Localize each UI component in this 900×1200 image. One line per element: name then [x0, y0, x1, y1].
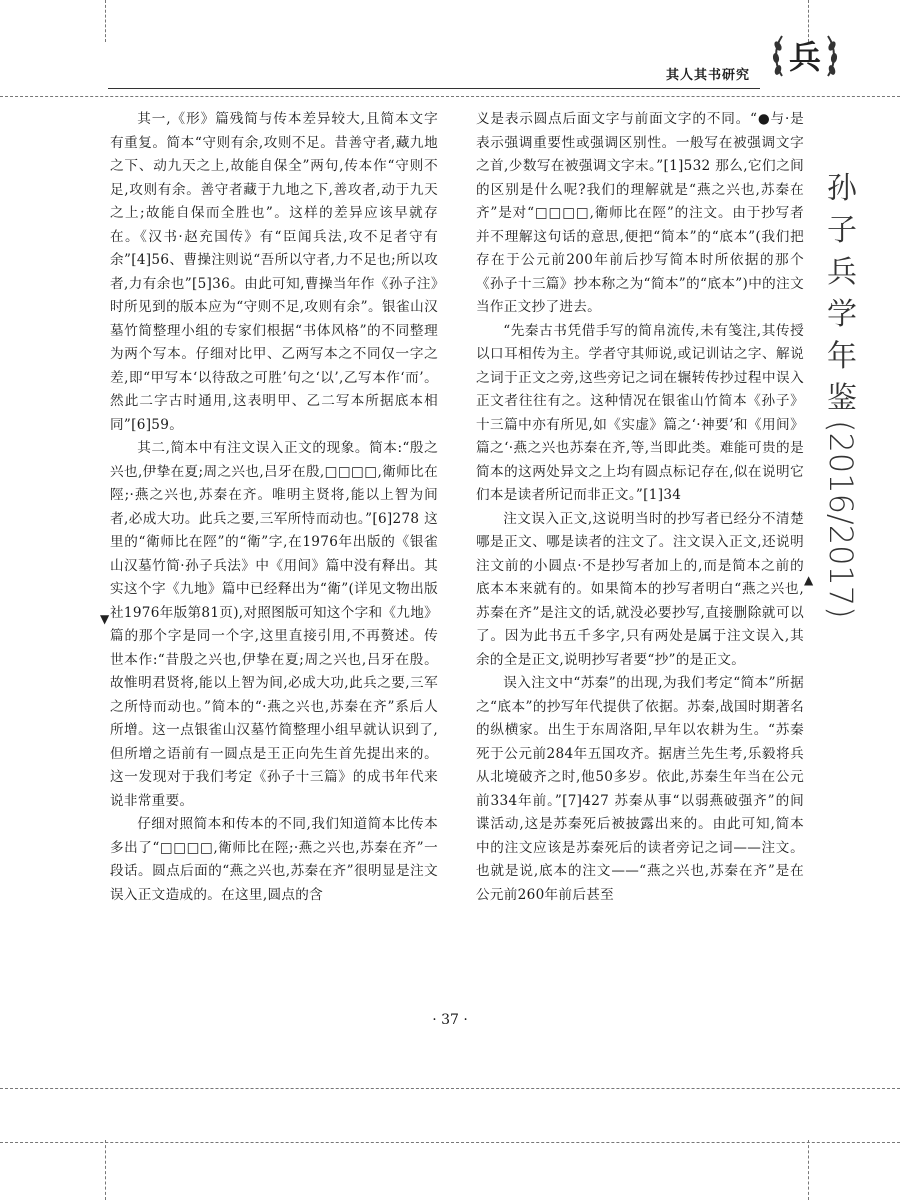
page-number: · 37 ·	[432, 1012, 468, 1028]
side-running-title	[812, 168, 872, 710]
svg-text:兵: 兵	[788, 38, 822, 76]
crop-mark-top-line	[0, 96, 900, 97]
side-title-char: 学	[827, 297, 857, 332]
paragraph: 义是表示圆点后面文字与前面文字的不同。“●与·是表示强调重要性或强调区别性。一般写在被强调文字之首,少数写在被强调文字末。”[1]532 那么,它们之间的区别是什么呢?我们的理解就是“燕之兴也,苏秦在齐”是对“□□□□,衛师比在陘”的注文。由于抄写者并不理解这句话的意思,便把“简本”的“底本”(我们把存在于公元前200年前后抄写简本时所依据的那个《孙子十三篇》抄本称之为“简本”的“底本”)中的注文当作正文抄了进去。	[476, 111, 804, 315]
arrow-up-icon: ▲	[804, 573, 814, 587]
side-title-year-box	[812, 420, 872, 710]
section-title: 其人其书研究	[665, 68, 750, 83]
paragraph: 注文误入正文,这说明当时的抄写者已经分不清楚哪是正文、哪是读者的注文了。注文误入正文,还说明注文前的小圆点·不是抄写者加上的,而是简本之前的底本本来就有的。如果简本的抄写者明白“燕之兴也,苏秦在齐”是注文的话,就没必要抄写,直接删除就可以了。因为此书五千多字,只有两处是属于注文误入,其余的全是正文,说明抄写者要“抄”的是正文。	[476, 510, 804, 668]
paragraph: 仔细对照简本和传本的不同,我们知道简本比传本多出了“□□□□,衛师比在陘;·燕之兴也,苏秦在齐”一段话。圆点后面的“燕之兴也,苏秦在齐”很明显是注文误入正文造成的。在这里,圆点的含	[110, 816, 438, 903]
paragraph: “先秦古书凭借手写的简帛流传,未有笺注,其传授以口耳相传为主。学者守其师说,或记训诂之字、解说之词于正文之旁,这些旁记之词在辗转传抄过程中误入正文者往往有之。这种情况在银雀山竹简本《孙子》十三篇中亦有所见,如《实虚》篇之‘·神要’和《用间》篇之‘·燕之兴也苏秦在齐,等,当即此类。难能可贵的是简本的这两处异文之上均有圆点标记存在,似在说明它们本是读者所记而非正文。”[1]34	[476, 322, 804, 503]
arrow-down-icon: ▼	[100, 612, 110, 626]
crop-mark-bottom-line-2	[0, 1142, 900, 1143]
side-title-char: 年	[827, 339, 857, 374]
side-title-char: 鉴	[827, 381, 857, 416]
paragraph: 误入注文中“苏秦”的出现,为我们考定“简本”所据之“底本”的抄写年代提供了依据。苏秦,战国时期著名的纵横家。出生于东周洛阳,早年以农耕为生。“苏秦死于公元前284年五国攻齐。据唐兰先生考,乐毅将兵从北境破齐之时,他50多岁。依此,苏秦生年当在公元前334年前。”[7]427 苏秦从事“以弱燕破强齐”的间谍活动,这是苏秦死后被披露出来的。由此可知,简本中的注文应该是苏秦死后的读者旁记之词——注文。也就是说,底本的注文——“燕之兴也,苏秦在齐”是在公元前260年前后甚至	[476, 675, 804, 903]
crop-mark-right-bottom	[808, 1140, 809, 1200]
emblem-icon	[770, 26, 840, 88]
right-column	[476, 108, 804, 907]
side-title-char: 孙	[827, 171, 857, 206]
left-column	[110, 108, 438, 907]
crop-mark-bottom-line	[0, 1088, 900, 1089]
side-title-char: 兵	[827, 255, 857, 290]
crop-mark-left-top	[105, 0, 106, 42]
header-rule	[108, 88, 760, 89]
crop-mark-left-bottom	[105, 1140, 106, 1200]
side-title-char: 子	[827, 213, 857, 248]
paragraph: 其二,简本中有注文误入正文的现象。简本:“殷之兴也,伊挚在夏;周之兴也,吕牙在殷,□□□□,衛师比在陘;·燕之兴也,苏秦在齐。唯明主贤将,能以上智为间者,必成大功。此兵之要,三军所恃而动也。”[6]278 这里的“衛师比在陘”的“衛”字,在1976年出版的《银雀山汉墓竹简·孙子兵法》中《用间》篇中没有释出。其实这个字《九地》篇中已经释出为“衛”(详见文物出版社1976年版第81页),对照图版可知这个字和《九地》篇的那个字是同一个字,这里直接引用,不再赘述。传世本作:“昔殷之兴也,伊挚在夏;周之兴也,吕牙在殷。故惟明君贤将,能以上智为间,必成大功,此兵之要,三军之所恃而动也。”简本的“·燕之兴也,苏秦在齐”系后人所增。这一点银雀山汉墓竹简整理小组早就认识到了,但所增之语前有一圆点是王正向先生首先提出来的。这一发现对于我们考定《孙子十三篇》的成书年代来说非常重要。	[110, 440, 438, 809]
side-title-year: (2016/2017)	[822, 420, 860, 619]
paragraph: 其一,《形》篇残简与传本差异较大,且简本文字有重复。简本“守则有余,攻则不足。昔善守者,藏九地之下、动九天之上,故能自保全”两句,传本作“守则不足,攻则有余。善守者藏于九地之下,善攻者,动于九天之上;故能自保而全胜也”。这样的差异应该早就存在。《汉书·赵充国传》有“臣闻兵法,攻不足者守有余”[4]56、曹操注则说“吾所以守者,力不足也;所以攻者,力有余也”[5]36。由此可知,曹操当年作《孙子注》时所见到的版本应为“守则不足,攻则有余”。银雀山汉墓竹简整理小组的专家们根据“书体风格”的不同整理为两个写本。仔细对比甲、乙两写本之不同仅一字之差,即“甲写本‘以待敌之可胜’句之‘以’,乙写本作‘而’。然此二字古时通用,这表明甲、乙二写本所据底本相同”[6]59。	[110, 111, 438, 433]
